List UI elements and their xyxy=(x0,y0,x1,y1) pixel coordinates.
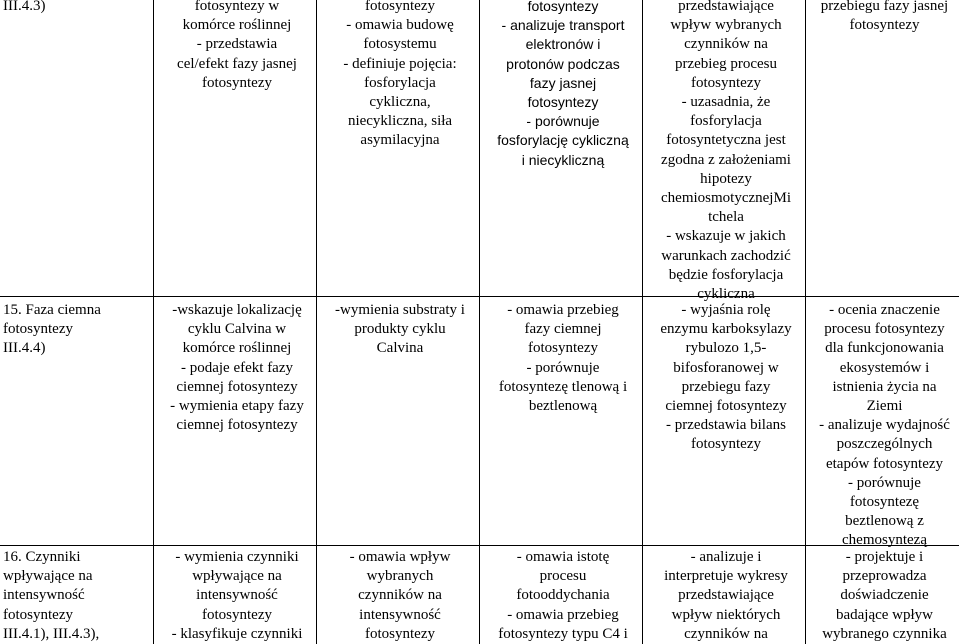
requirement-cell-dobra: - omawia przebieg fazy ciemnej fotosyntezy - porównuje fotosyntezę tlenową i beztlenową xyxy=(498,302,628,415)
requirement-cell-celujaca: - ocenia znaczenie procesu fotosyntezy dla funkcjonowania ekosystemów i istnienia życia na Ziemi - analizuje wydajność poszczególnych etapów fotosyntezy - porównuje fotosyntezę beztlenową z chemosyntezą xyxy=(819,302,950,549)
topic-cell: III.4.3) xyxy=(3,0,46,14)
topic-cell: 16. Czynniki wpływające na intensywność fotosyntezy III.4.1), III.4.3), xyxy=(3,549,100,642)
requirement-cell-dostateczna: - omawia wpływ wybranych czynników na intensywność fotosyntezy xyxy=(349,549,451,642)
column-divider xyxy=(805,0,806,644)
row-divider xyxy=(0,296,959,297)
topic-cell: 15. Faza ciemna fotosyntezy III.4.4) xyxy=(3,302,101,357)
requirement-cell-dopuszczajaca: -wskazuje lokalizację cyklu Calvina w komórce roślinnej - podaje efekt fazy ciemnej fotosyntezy - wymienia etapy fazy ciemnej fotosyntezy xyxy=(170,302,304,434)
requirement-cell-dostateczna: fotosyntezy - omawia budowę fotosystemu - definiuje pojęcia: fosforylacja cykliczna, niecykliczna, siła asymilacyjna xyxy=(343,0,457,149)
requirement-cell-dopuszczajaca: - wymienia czynniki wpływające na intensywność fotosyntezy - klasyfikuje czynniki xyxy=(171,549,303,642)
column-divider xyxy=(642,0,643,644)
requirement-cell-celujaca: - projektuje i przeprowadza doświadczenie badające wpływ wybranego czynnika xyxy=(822,549,947,642)
requirement-cell-bardzo-dobra: przedstawiające wpływ wybranych czynników na przebieg procesu fotosyntezy - uzasadnia, że fosforylacja fotosyntetyczna jest zgodna z założeniami hipotezy chemiosmotycznejMi tchela - wskazuje w jakich warunkach zachodzić będzie fosforylacja cykliczna xyxy=(661,0,791,303)
requirement-cell-dostateczna: -wymienia substraty i produkty cyklu Calvina xyxy=(335,302,465,357)
requirement-cell-bardzo-dobra: - wyjaśnia rolę enzymu karboksylazy rybulozo 1,5- bifosforanowej w przebiegu fazy ciemnej fotosyntezy - przedstawia bilans fotosyntezy xyxy=(660,302,792,453)
requirement-cell-bardzo-dobra: - analizuje i interpretuje wykresy przedstawiające wpływ niektórych czynników na xyxy=(664,549,788,642)
column-divider xyxy=(153,0,154,644)
column-divider xyxy=(316,0,317,644)
requirement-cell-celujaca: przebiegu fazy jasnej fotosyntezy xyxy=(820,0,949,34)
requirement-cell-dopuszczajaca: fotosyntezy w komórce roślinnej - przedstawia cel/efekt fazy jasnej fotosyntezy xyxy=(177,0,297,91)
requirement-cell-dobra: - omawia istotę procesu fotooddychania - omawia przebieg fotosyntezy typu C4 i xyxy=(498,549,628,642)
column-divider xyxy=(479,0,480,644)
requirement-cell-dobra: fotosyntezy - analizuje transport elektronów i protonów podczas fazy jasnej fotosyntezy - porównuje fosforylację cykliczną i niecykliczną xyxy=(497,0,629,168)
